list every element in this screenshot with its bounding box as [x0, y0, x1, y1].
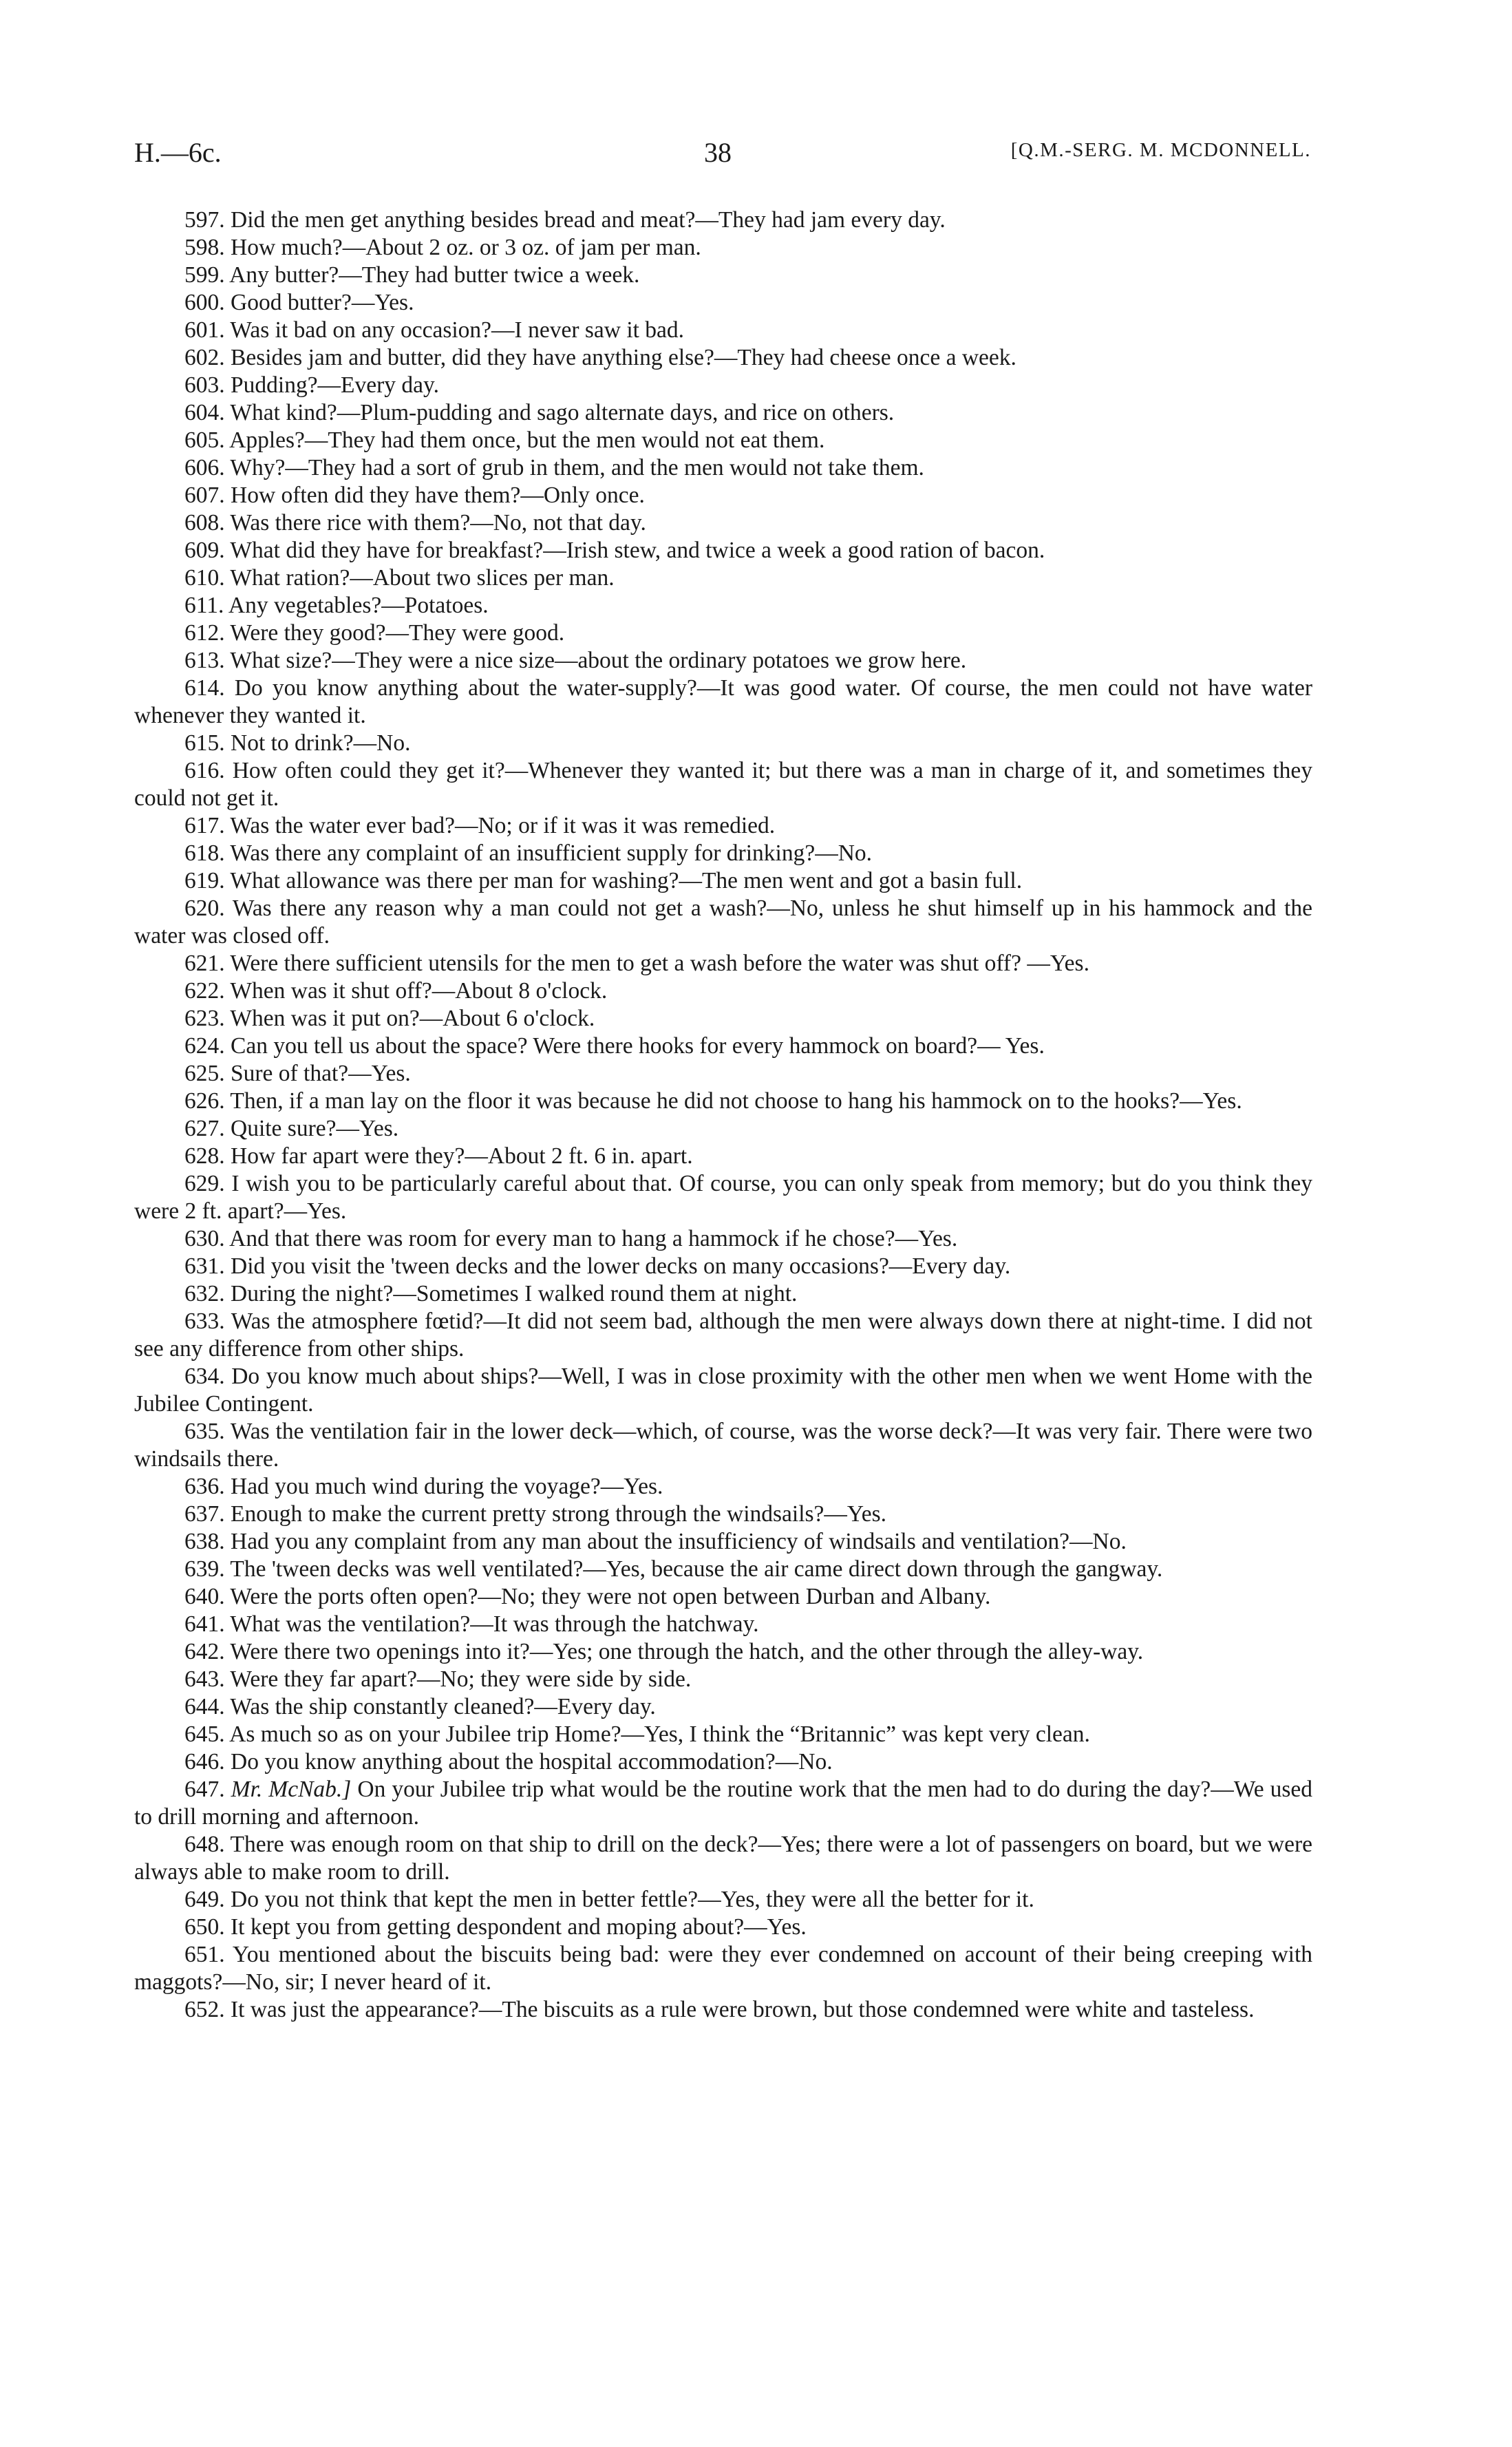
question-answer-text: Not to drink?—No.	[231, 730, 411, 756]
question-answer-text: It kept you from getting despondent and moping about?—Yes.	[231, 1914, 807, 1940]
question-number: 620.	[184, 896, 225, 921]
testimony-paragraph	[134, 1583, 1312, 1611]
question-answer-text: Were they good?—They were good.	[230, 620, 565, 646]
question-answer-text: On your Jubilee trip what would be the routine work that the men had to do during the day?—We used to drill morning and afternoon.	[134, 1777, 1313, 1830]
question-number: 623.	[184, 1006, 225, 1031]
question-answer-text: It was just the appearance?—The biscuits as a rule were brown, but those condemned were white and tasteless.	[231, 1997, 1255, 2022]
testimony-paragraph	[134, 1776, 1312, 1831]
testimony-paragraph	[134, 1088, 1312, 1115]
question-number: 652.	[184, 1997, 225, 2022]
question-number: 599.	[184, 262, 225, 288]
question-answer-text: Do you know anything about the hospital accommodation?—No.	[231, 1749, 833, 1775]
question-answer-text: Enough to make the current pretty strong through the windsails?—Yes.	[231, 1501, 887, 1527]
testimony-paragraph	[134, 1032, 1312, 1060]
question-number: 611.	[184, 593, 224, 618]
question-answer-text: The 'tween decks was well ventilated?—Yes, because the air came direct down through the gangway.	[230, 1556, 1163, 1582]
question-number: 642.	[184, 1639, 225, 1664]
testimony-paragraph	[134, 427, 1312, 454]
testimony-body	[134, 206, 1312, 2024]
testimony-paragraph	[134, 1941, 1312, 1996]
testimony-paragraph	[134, 262, 1312, 289]
question-number: 645.	[184, 1722, 225, 1747]
testimony-paragraph	[134, 344, 1312, 372]
question-answer-text: How often could they get it?—Whenever they wanted it; but there was a man in charge of it, and sometimes they could not get it.	[134, 758, 1313, 811]
question-number: 648.	[184, 1832, 225, 1857]
question-number: 627.	[184, 1116, 225, 1141]
question-number: 646.	[184, 1749, 225, 1775]
question-answer-text: Do you know much about ships?—Well, I was in close proximity with the other men when we went Home with the Jubilee Contingent.	[134, 1364, 1312, 1417]
question-number: 640.	[184, 1584, 225, 1609]
testimony-paragraph	[134, 1831, 1312, 1886]
question-answer-text: Why?—They had a sort of grub in them, and the men would not take them.	[230, 455, 924, 480]
testimony-paragraph	[134, 1280, 1312, 1308]
question-number: 609.	[184, 538, 225, 563]
testimony-paragraph	[134, 234, 1312, 262]
question-answer-text: What ration?—About two slices per man.	[230, 565, 615, 591]
question-answer-text: There was enough room on that ship to drill on the deck?—Yes; there were a lot of passengers on board, but we were always able to make room to drill.	[134, 1832, 1312, 1885]
testimony-paragraph	[134, 1638, 1312, 1666]
question-answer-text: Was there rice with them?—No, not that day.	[230, 510, 646, 536]
testimony-paragraph	[134, 840, 1312, 867]
testimony-paragraph	[134, 1418, 1312, 1473]
testimony-paragraph	[134, 867, 1312, 895]
question-answer-text: Was there any reason why a man could not get a wash?—No, unless he shut himself up in his hammock and the water was closed off.	[134, 896, 1313, 949]
testimony-paragraph	[134, 1996, 1312, 2024]
testimony-paragraph	[134, 1308, 1312, 1363]
question-number: 629.	[184, 1171, 225, 1196]
question-number: 641.	[184, 1611, 225, 1637]
question-number: 625.	[184, 1061, 225, 1086]
testimony-paragraph	[134, 482, 1312, 509]
question-number: 610.	[184, 565, 225, 591]
testimony-paragraph	[134, 1693, 1312, 1721]
question-answer-text: Then, if a man lay on the floor it was because he did not choose to hang his hammock on to the hooks?—Yes.	[230, 1088, 1242, 1114]
question-answer-text: Had you any complaint from any man about the insufficiency of windsails and ventilation?—No.	[231, 1529, 1127, 1554]
question-number: 606.	[184, 455, 225, 480]
question-number: 615.	[184, 730, 225, 756]
page-header	[134, 136, 1311, 178]
question-answer-text: When was it put on?—About 6 o'clock.	[230, 1006, 595, 1031]
question-number: 616.	[184, 758, 225, 783]
question-number: 598.	[184, 235, 225, 260]
testimony-paragraph	[134, 289, 1312, 317]
question-number: 628.	[184, 1143, 225, 1169]
testimony-paragraph	[134, 619, 1312, 647]
question-answer-text: When was it shut off?—About 8 o'clock.	[230, 978, 608, 1004]
question-answer-text: Good butter?—Yes.	[231, 290, 414, 315]
question-answer-text: Was the ventilation fair in the lower deck—which, of course, was the worse deck?—It was very fair. There were two windsails there.	[134, 1419, 1312, 1472]
question-number: 633.	[184, 1309, 225, 1334]
question-answer-text: Was the water ever bad?—No; or if it was it was remedied.	[230, 813, 776, 838]
question-number: 644.	[184, 1694, 225, 1719]
question-answer-text: How much?—About 2 oz. or 3 oz. of jam per man.	[231, 235, 701, 260]
question-answer-text: Did you visit the 'tween decks and the lower decks on many occasions?—Every day.	[231, 1253, 1011, 1279]
testimony-paragraph	[134, 1886, 1312, 1914]
testimony-paragraph	[134, 1143, 1312, 1170]
question-number: 600.	[184, 290, 225, 315]
question-number: 601.	[184, 317, 225, 343]
testimony-paragraph	[134, 454, 1312, 482]
testimony-paragraph	[134, 1253, 1312, 1280]
question-answer-text: And that there was room for every man to hang a hammock if he chose?—Yes.	[229, 1226, 958, 1251]
question-answer-text: Was the ship constantly cleaned?—Every day.	[230, 1694, 656, 1719]
question-number: 604.	[184, 400, 225, 425]
testimony-paragraph	[134, 1528, 1312, 1556]
testimony-paragraph	[134, 1473, 1312, 1501]
question-answer-text: Do you not think that kept the men in better fettle?—Yes, they were all the better for it.	[231, 1887, 1034, 1912]
question-number: 612.	[184, 620, 225, 646]
testimony-paragraph	[134, 675, 1312, 730]
question-answer-text: Do you know anything about the water-supply?—It was good water. Of course, the men could not have water whenever they wanted it.	[134, 675, 1312, 728]
question-answer-text: Quite sure?—Yes.	[231, 1116, 399, 1141]
testimony-paragraph	[134, 317, 1312, 344]
testimony-paragraph	[134, 1611, 1312, 1638]
question-number: 614.	[184, 675, 225, 701]
question-answer-text: Was it bad on any occasion?—I never saw it bad.	[230, 317, 685, 343]
question-number: 635.	[184, 1419, 225, 1444]
question-answer-text: Was the atmosphere fœtid?—It did not seem bad, although the men were always down there at night-time. I did not see any difference from other ships.	[134, 1309, 1312, 1362]
question-answer-text: Had you much wind during the voyage?—Yes.	[231, 1474, 663, 1499]
question-answer-text: Were the ports often open?—No; they were not open between Durban and Albany.	[230, 1584, 991, 1609]
testimony-paragraph	[134, 1501, 1312, 1528]
testimony-paragraph	[134, 1556, 1312, 1583]
question-answer-text: As much so as on your Jubilee trip Home?—Yes, I think the “Britannic” was kept very clean.	[229, 1722, 1090, 1747]
testimony-paragraph	[134, 1748, 1312, 1776]
question-answer-text: Besides jam and butter, did they have anything else?—They had cheese once a week.	[231, 345, 1016, 370]
testimony-paragraph	[134, 895, 1312, 950]
testimony-paragraph	[134, 757, 1312, 812]
question-answer-text: What did they have for breakfast?—Irish stew, and twice a week a good ration of bacon.	[230, 538, 1045, 563]
question-answer-text: How often did they have them?—Only once.	[231, 483, 645, 508]
question-answer-text: Were there two openings into it?—Yes; one through the hatch, and the other through the alley-way.	[230, 1639, 1144, 1664]
testimony-paragraph	[134, 206, 1312, 234]
testimony-paragraph	[134, 509, 1312, 537]
testimony-paragraph	[134, 1721, 1312, 1748]
testimony-paragraph	[134, 399, 1312, 427]
question-number: 613.	[184, 648, 225, 673]
testimony-paragraph	[134, 1666, 1312, 1693]
question-answer-text: What kind?—Plum-pudding and sago alternate days, and rice on others.	[230, 400, 895, 425]
testimony-paragraph	[134, 1363, 1312, 1418]
question-answer-text: What size?—They were a nice size—about the ordinary potatoes we grow here.	[230, 648, 967, 673]
question-number: 639.	[184, 1556, 225, 1582]
question-number: 636.	[184, 1474, 225, 1499]
question-number: 605.	[184, 427, 225, 453]
document-reference: H.—6c.	[134, 137, 222, 168]
question-number: 638.	[184, 1529, 225, 1554]
testimony-paragraph	[134, 1170, 1312, 1225]
question-number: 637.	[184, 1501, 225, 1527]
question-number: 651.	[184, 1942, 225, 1967]
question-answer-text: Sure of that?—Yes.	[231, 1061, 411, 1086]
question-answer-text: Were they far apart?—No; they were side by side.	[230, 1666, 692, 1692]
testimony-paragraph	[134, 812, 1312, 840]
question-number: 650.	[184, 1914, 225, 1940]
speaker-label: Mr. McNab.]	[231, 1777, 352, 1802]
question-number: 643.	[184, 1666, 225, 1692]
question-number: 621.	[184, 951, 225, 976]
question-number: 607.	[184, 483, 225, 508]
question-answer-text: Was there any complaint of an insufficient supply for drinking?—No.	[230, 840, 873, 866]
question-number: 626.	[184, 1088, 225, 1114]
testimony-paragraph	[134, 950, 1312, 977]
question-answer-text: I wish you to be particularly careful about that. Of course, you can only speak from memory; but do you think they were 2 ft. apart?—Yes.	[134, 1171, 1312, 1224]
question-answer-text: Any butter?—They had butter twice a week.	[229, 262, 640, 288]
question-number: 647.	[184, 1777, 225, 1802]
question-answer-text: You mentioned about the biscuits being bad: were they ever condemned on account of their being creeping with maggots?—No, sir; I never heard of it.	[134, 1942, 1312, 1995]
question-answer-text: Can you tell us about the space? Were there hooks for every hammock on board?— Yes.	[231, 1033, 1045, 1059]
testimony-paragraph	[134, 977, 1312, 1005]
testimony-paragraph	[134, 1914, 1312, 1941]
question-answer-text: What was the ventilation?—It was through the hatchway.	[230, 1611, 759, 1637]
question-answer-text: Pudding?—Every day.	[231, 372, 439, 398]
question-number: 619.	[184, 868, 225, 893]
testimony-paragraph	[134, 1060, 1312, 1088]
question-number: 603.	[184, 372, 225, 398]
question-answer-text: Apples?—They had them once, but the men would not eat them.	[229, 427, 825, 453]
testimony-paragraph	[134, 537, 1312, 564]
testimony-paragraph	[134, 1005, 1312, 1032]
page-number: 38	[704, 137, 732, 168]
question-answer-text: Did the men get anything besides bread and meat?—They had jam every day.	[231, 207, 946, 233]
question-number: 622.	[184, 978, 225, 1004]
question-number: 624.	[184, 1033, 225, 1059]
question-number: 630.	[184, 1226, 225, 1251]
witness-name: [Q.M.-SERG. M. MCDONNELL.	[1010, 139, 1311, 161]
testimony-paragraph	[134, 647, 1312, 675]
question-number: 617.	[184, 813, 225, 838]
question-number: 649.	[184, 1887, 225, 1912]
question-number: 634.	[184, 1364, 225, 1389]
testimony-paragraph	[134, 592, 1312, 619]
testimony-paragraph	[134, 372, 1312, 399]
testimony-paragraph	[134, 1225, 1312, 1253]
question-answer-text: During the night?—Sometimes I walked round them at night.	[231, 1281, 798, 1306]
question-number: 597.	[184, 207, 225, 233]
question-number: 602.	[184, 345, 225, 370]
testimony-paragraph	[134, 564, 1312, 592]
question-answer-text: Any vegetables?—Potatoes.	[228, 593, 489, 618]
question-number: 618.	[184, 840, 225, 866]
question-answer-text: How far apart were they?—About 2 ft. 6 in. apart.	[231, 1143, 693, 1169]
question-number: 632.	[184, 1281, 225, 1306]
question-answer-text: What allowance was there per man for washing?—The men went and got a basin full.	[230, 868, 1023, 893]
question-answer-text: Were there sufficient utensils for the men to get a wash before the water was shut off? —Yes.	[230, 951, 1089, 976]
testimony-paragraph	[134, 730, 1312, 757]
question-number: 631.	[184, 1253, 225, 1279]
testimony-paragraph	[134, 1115, 1312, 1143]
question-number: 608.	[184, 510, 225, 536]
